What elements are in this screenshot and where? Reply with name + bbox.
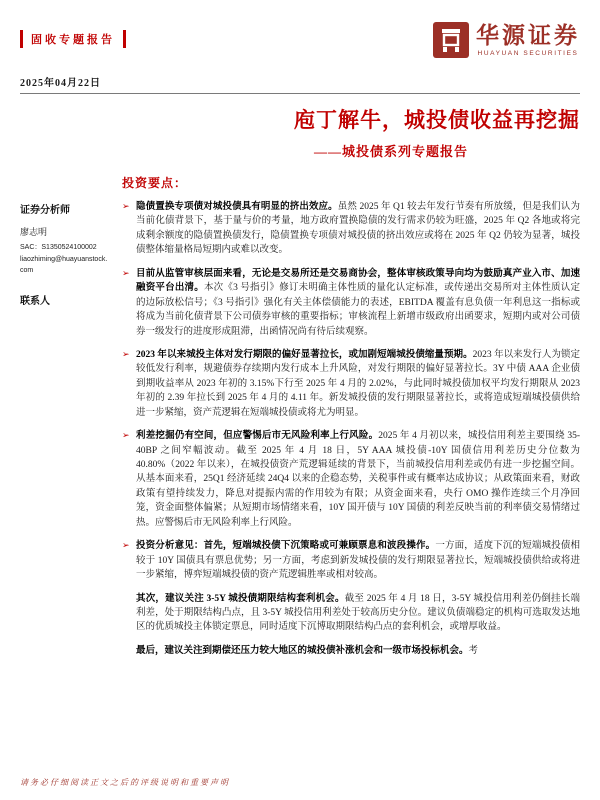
paragraph-lead: 隐债置换专项债对城投债具有明显的挤出效应。 (136, 202, 338, 212)
paragraph-body: 2025 年 4 月初以来，城投信用利差主要围绕 35-40BP 之间窄幅波动。截至 2025 年 4 月 18 日，5Y AAA 城投债-10Y 国债信用利差历史分位数为 40.80%（2022 年以来），在城投债资产荒逻辑延续的背景下，当前城投信用利差或仍有进一步挖掘空间。从基本面来看，25Q1 经济延续 24Q4 以来的企稳态势，关税事件或有概率达成协议；从政策面来看，财政政策有望持续发力，降息对提振内需的作用较为有限；从资金面来看，央行 OMO 操作连续三个月净回笼，资金面整体偏紧；从短期市场情绪来看，10Y 国开债与 10Y 国债的利差反映当前的利率债交易情绪过热。应警惕后市无风险利率上行风险。 (136, 431, 580, 528)
analyst-email: liaozhiming@huayuanstock.com (20, 256, 108, 274)
header-divider (20, 93, 580, 94)
bullet-arrow-icon: ➢ (122, 268, 130, 279)
bullet-arrow-icon: ➢ (122, 202, 130, 212)
report-content (122, 174, 580, 667)
bullet-arrow-icon: ➢ (122, 349, 130, 360)
report-paragraph (122, 539, 580, 582)
section-label-key-points: 投资要点： (122, 176, 188, 190)
paragraph-lead: 最后，建议关注到期偿还压力较大地区的城投债补涨机会和一级市场投标机会。 (136, 645, 469, 656)
analyst-sidebar (20, 174, 108, 667)
brand-text (476, 23, 580, 57)
paragraph-text (136, 348, 580, 420)
paragraph-text (136, 592, 580, 635)
paragraph-body: 本次《3 号指引》修订未明确主体性质的量化认定标准，或传递出交易所对主体性质认定的边际放松信号；《3 号指引》强化有关主体偿债能力的表述，EBITDA 覆盖有息负债一年利息这一指标或将成为当前化债背景下公司债券审核的重要指标；审核流程上新增市级政府出函要求，短期内或对公司债券一级发行的进度形成阻滞，出函情况尚有待后续观察。 (136, 283, 580, 337)
page-title: 庖丁解牛，城投债收益再挖掘 (294, 108, 580, 132)
brand-logo (433, 22, 580, 58)
bullet-arrow-icon: ➢ (122, 541, 130, 552)
paragraph-body: 2023 年以来发行人为锁定较低发行利率，规避债券存续期内发行成本上升风险，对发行期限的偏好显著拉长。3Y 中债 AAA 企业债到期收益率从 2023 年初的 3.15%下行至 2025 年 4 月的 2.02%，与此同时城投债加权平均发行期限从 2023 年初的 2.39 年拉长到 2025 年 4 月的 4.11 年。新发城投债的发行期限显著拉长，或将造成短端城投债供给进一步紧缩，资产荒逻辑在短端城投债或将尤为明显。 (136, 349, 580, 418)
paragraph-text (136, 429, 580, 530)
report-type-badge: 固收专题报告 (20, 30, 126, 48)
paragraph-lead: 2023 年以来城投主体对发行期限的偏好显著拉长，或加剧短端城投债缩量预期。 (136, 349, 473, 360)
analyst-label: 证券分析师 (20, 205, 70, 216)
page-subtitle: ——城投债系列专题报告 (313, 144, 468, 159)
paragraph-lead: 利差挖掘仍有空间，但应警惕后市无风险利率上行风险。 (136, 431, 379, 442)
report-paragraph (122, 200, 580, 258)
footer-disclaimer: 请务必仔细阅读正文之后的评级说明和重要声明 (20, 778, 230, 787)
paragraph-body: 考 (468, 645, 479, 656)
body-grid (20, 174, 580, 667)
report-date: 2025年04月22日 (20, 78, 101, 89)
report-paragraph (122, 348, 580, 420)
paragraph-text (136, 644, 580, 658)
paragraph-body: 截至 2025 年 4 月 18 日，3-5Y 城投信用利差仍倒挂长端利差，处于期限结构凸点，且 3-5Y 城投信用利差处于较高历史分位。建议负债端稳定的机构可选取发达地区的优质城投主体锁定票息，同时适度下沉博取期限结构凸点的套利机会，或增厚收益。 (136, 593, 580, 633)
analyst-name: 廖志明 (20, 227, 48, 237)
paragraph-lead: 目前从监管审核层面来看，无论是交易所还是交易商协会，整体审核政策导向均为鼓励真产业入市、加速融资平台出清。 (136, 268, 580, 294)
header (20, 22, 580, 58)
analyst-sac-number: SAC：S1350524100002 (20, 244, 97, 251)
paragraph-text (136, 539, 580, 582)
paragraph-lead: 投资分析意见：首先，短端城投债下沉策略或可兼顾票息和波段操作。 (136, 541, 436, 552)
paragraph-body: 虽然 2025 年 Q1 较去年发行节奏有所放缓，但是我们认为当前化债背景下，基于量与价的考量，地方政府置换隐债的发行需求仍较为旺盛，2025 年 Q2 各地或将完成剩余额度的隐债置换债发行，隐债置换专项债对城投债的挤出效应或将在 2025 年 Q2 仍较为显著，城投债整体缩量格局短期内或难以改变。 (136, 202, 580, 256)
report-paragraph (122, 429, 580, 530)
brand-name-en: HUAYUAN SECURITIES (477, 50, 579, 58)
huayuan-seal-icon (433, 22, 469, 58)
paragraph-text (136, 267, 580, 339)
contact-label: 联系人 (20, 296, 50, 307)
report-paragraph (122, 267, 580, 339)
report-paragraph (136, 592, 580, 635)
paragraph-body: 一方面，适度下沉的短端城投债相较于 10Y 国债具有票息优势；另一方面，考虑到新发城投债的发行期限显著拉长，短端城投债供给或将进一步紧缩，博弈短端城投债的资产荒逻辑胜率或相对较高。 (136, 541, 580, 581)
bullet-arrow-icon: ➢ (122, 431, 130, 442)
paragraph-text (136, 200, 580, 258)
report-paragraph (136, 644, 580, 658)
brand-name-cn: 华源证券 (476, 22, 580, 48)
paragraph-lead: 其次，建议关注 3-5Y 城投债期限结构套利机会。 (136, 593, 345, 604)
